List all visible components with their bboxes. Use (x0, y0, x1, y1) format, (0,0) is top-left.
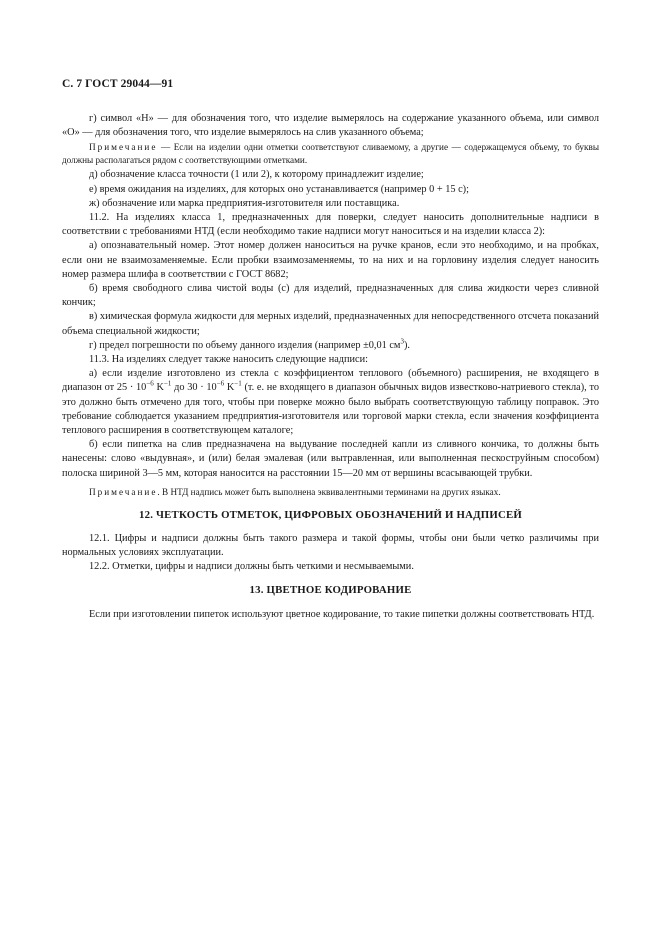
paragraph-v-formula: в) химическая формула жидкости для мерных изделий, предназначенных для непосредственного отсчета показаний объема специальной жидкости; (62, 311, 599, 337)
paragraph-b-blowout: б) если пипетка на слив предназначена на выдувание последней капли из сливного кончика, то должны быть нанесены: слово «выдувная», и (или) белая эмалевая (или вытравленная, или выполненная пескоструйным способом) полоска шириной 3—5 мм, которая наносится на расстоянии 15—20 мм от вершины всасывающей трубки. (62, 439, 599, 479)
paragraph-b-drain-time: б) время свободного слива чистой воды (с) для изделий, предназначенных для слива жидкости через сливной кончик; (62, 283, 599, 309)
paragraph-a-glass-coefficient: а) если изделие изготовлено из стекла с коэффициентом теплового (объемного) расширения, не входящего в диапазон от $25 \cdot 10^{-6}$ $K^{-1}$ до $30 \cdot 10^{-6}$ $K^{-1}$ (т. е. не входящего в диапазон обычных видов известково-натриевого стекла), то это должно быть отмечено для того, чтобы при поверке можно было выбрать соответствующую таблицу поправок. Это требование соблюдается указанием предприятия-изготовителя или торговой марки стекла, если значения коэффициента теплового расширения в соответствующем каталоге; (62, 368, 599, 437)
note-1-label: Примечание (89, 142, 158, 153)
note-1 (62, 141, 599, 167)
paragraph-zh: ж) обозначение или марка предприятия-изготовителя или поставщика. (89, 197, 400, 209)
paragraph-13: Если при изготовлении пипеток используют цветное кодирование, то такие пипетки должны соответствовать НТД. (89, 609, 595, 621)
page-header: С. 7 ГОСТ 29044—91 (62, 78, 174, 90)
note-1-text: — Если на изделии одни отметки соответствуют сливаемому, а другие — содержащемуся объему, то буквы должны располагаться рядом с соответствующими отметками. (62, 142, 599, 166)
paragraph-d: д) обозначение класса точности (1 или 2), к которому принадлежит изделие; (89, 169, 424, 181)
paragraph-g-symbol: г) символ «Н» — для обозначения того, что изделие вымерялось на содержание указанного объема, или символ «О» — для обозначения того, что изделие вымерялось на слив указанного объема; (62, 113, 599, 139)
paragraph-11-2: 11.2. На изделиях класса 1, предназначенных для поверки, следует наносить дополнительные надписи в соответствии с требованиями НТД (если необходимо такие надписи могут наноситься и на изделии класса 2): (62, 212, 599, 238)
paragraph-11-3: 11.3. На изделиях следует также наносить следующие надписи: (89, 354, 368, 366)
paragraph-12-1: 12.1. Цифры и надписи должны быть такого размера и такой формы, чтобы они были четко различимы при нормальных условиях эксплуатации. (62, 532, 599, 559)
section-12-title: 12. ЧЕТКОСТЬ ОТМЕТОК, ЦИФРОВЫХ ОБОЗНАЧЕНИЙ И НАДПИСЕЙ (139, 508, 522, 521)
paragraph-a-id-number: а) опознавательный номер. Этот номер должен наноситься на ручке кранов, если это необходимо, и на пробках, если они не взаимозаменяемые. Если пробки взаимозаменяемы, то на них и на горловину изделия следует наносить номер размера шлифа в соответствии с ГОСТ 8682; (62, 240, 599, 280)
note-2-label: Примечание (89, 486, 158, 497)
note-2-text: . В НТД надпись может быть выполнена эквивалентными терминами на других языках. (157, 486, 501, 497)
paragraph-g-error-limit: г) предел погрешности по объему данного изделия (например ±0,01 $см^3$). (89, 337, 410, 351)
section-13-title: 13. ЦВЕТНОЕ КОДИРОВАНИЕ (249, 584, 412, 597)
paragraph-e: е) время ожидания на изделиях, для которых оно устанавливается (например 0 + 15 с); (89, 183, 469, 195)
paragraph-12-2: 12.2. Отметки, цифры и надписи должны быть четкими и несмываемыми. (89, 561, 414, 573)
note-2 (62, 486, 599, 499)
